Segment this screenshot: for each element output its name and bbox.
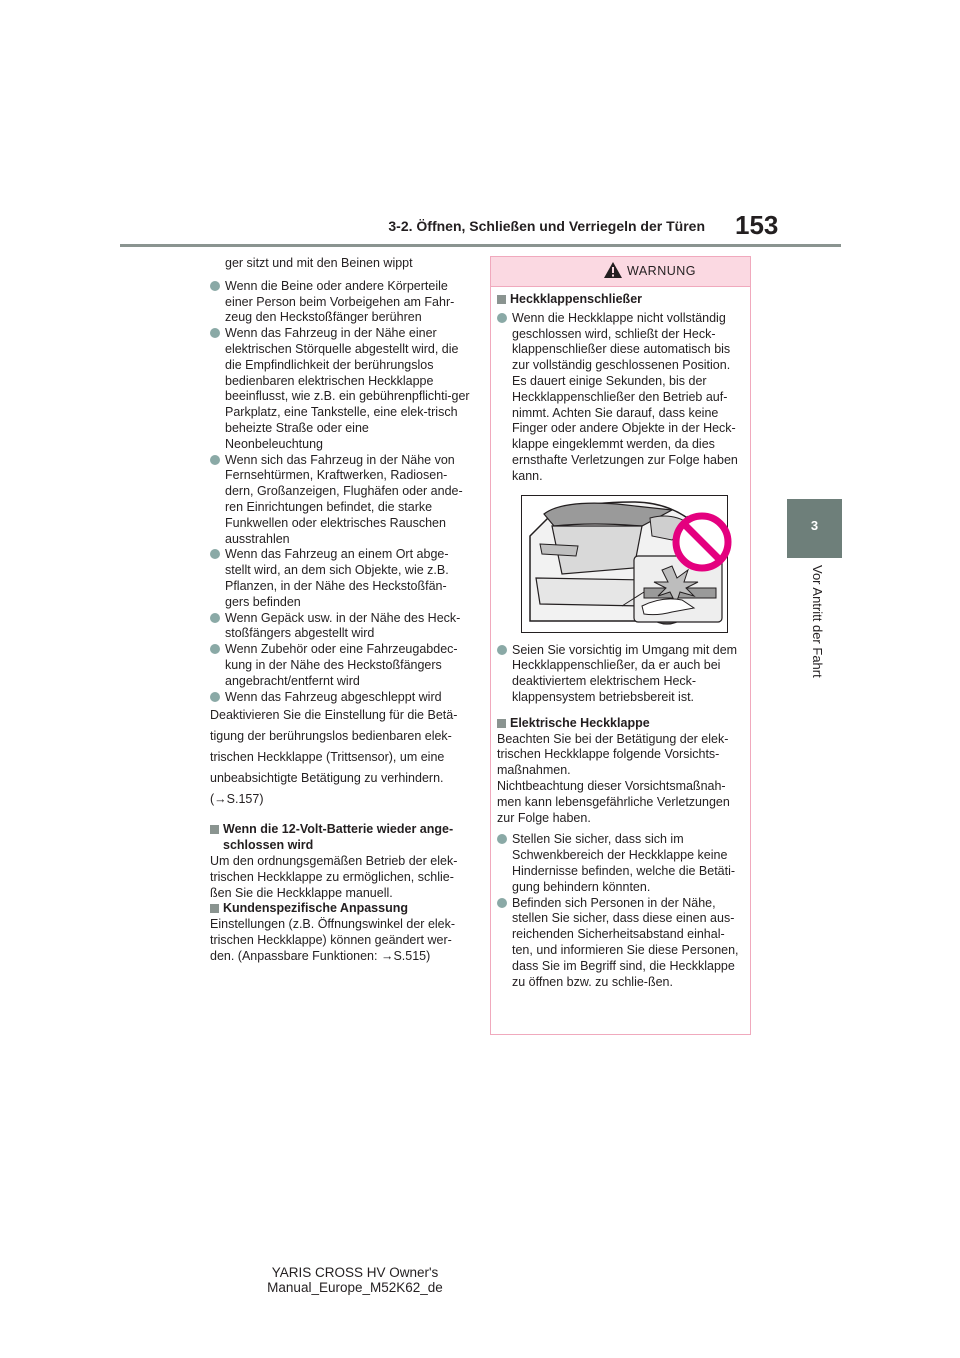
- list-item: Wenn die Heckklappe nicht vollständig geschlossen wird, schließt der Heck-klappenschließer diese automatisch bis zur vollständig geschlossenen Position. Es dauert einige Sekunden, bis der Heckklappenschließer den Betrieb auf-nimmt. Achten Sie darauf, dass keine Finger oder andere Objekte in der Heck-klappe eingeklemmt werden, da dies ernsthafte Verletzungen zur Folge haben kann.: [497, 311, 745, 485]
- deactivate-line: unbeabsichtigte Betätigung zu verhindern.: [210, 771, 444, 786]
- list-item: Wenn das Fahrzeug in der Nähe einer elektrischen Störquelle abgestellt wird, die die Empfindlichkeit der berührungslos bedienbaren elektrischen Heckklappe beeinflusst, wie z.B. ein gebührenpflichti-ger Parkplatz, eine Tankstelle, eine elek-trisch beheizte Straße oder eine Neonbeleuchtung: [210, 326, 470, 452]
- header-divider: [120, 244, 841, 247]
- list-item: Wenn sich das Fahrzeug in der Nähe von Fernsehtürmen, Kraftwerken, Radiosen-dern, Großanzeigen, Flughäfen oder ande-ren Einrichtungen befindet, die starke Funkwellen oder elektrisches Rauschen ausstrahlen: [210, 453, 470, 548]
- warning-box: [490, 256, 751, 1035]
- list-item: Wenn das Fahrzeug abgeschleppt wird: [210, 690, 470, 706]
- deactivate-line: Deaktivieren Sie die Einstellung für die Betä-: [210, 708, 458, 723]
- list-item: Stellen Sie sicher, dass sich im Schwenkbereich der Heckklappe keine Hindernisse befinden, welche die Betäti-gung behindern könnten.: [497, 832, 745, 895]
- power-heading: Elektrische Heckklappe: [497, 716, 745, 732]
- warning-triangle-icon: [603, 261, 623, 284]
- power-text-1: Beachten Sie bei der Betätigung der elek-trischen Heckklappe folgende Vorsichts-maßnahmen.: [497, 731, 729, 778]
- chapter-label: Vor Antritt der Fahrt: [810, 565, 825, 678]
- page-reference-link[interactable]: (→S.157): [210, 792, 264, 807]
- left-column: [210, 256, 470, 964]
- deactivate-line: trischen Heckklappe (Trittsensor), um eine: [210, 750, 445, 765]
- list-item: Wenn das Fahrzeug an einem Ort abge-stellt wird, an dem sich Objekte, wie z.B. Pflanzen, in der Nähe des Heckstoßfän-gers befinden: [210, 547, 470, 610]
- closer-heading: Heckklappenschließer: [497, 292, 745, 308]
- custom-text: Einstellungen (z.B. Öffnungswinkel der elek-trischen Heckklappe) können geändert wer-den. (Anpassbare Funktionen: →S.515): [210, 917, 456, 963]
- list-item: Seien Sie vorsichtig im Umgang mit dem Heckklappenschließer, da er auch bei deaktiviertem elektrischem Heck-klappensystem betriebsbereit ist.: [497, 643, 745, 706]
- warning-header: [491, 257, 750, 287]
- list-item: Wenn Zubehör oder eine Fahrzeugabdec-kung in der Nähe des Heckstoßfängers angebracht/entfernt wird: [210, 642, 470, 689]
- prohibition-icon: [671, 511, 733, 578]
- intro-text: ger sitzt und mit den Beinen wippt: [225, 256, 413, 270]
- warning-title: WARNUNG: [627, 264, 697, 278]
- battery-text: Um den ordnungsgemäßen Betrieb der elek-trischen Heckklappe zu ermöglichen, schlie-ßen Sie die Heckklappe manuell.: [210, 853, 458, 900]
- page-number: 153: [735, 210, 779, 240]
- battery-heading: Wenn die 12-Volt-Batterie wieder ange-schlossen wird: [210, 822, 470, 854]
- custom-heading: Kundenspezifische Anpassung: [210, 901, 470, 917]
- footer-text: YARIS CROSS HV Owner's Manual_Europe_M52K62_de: [267, 1265, 443, 1295]
- power-text-2: Nichtbeachtung dieser Vorsichtsmaßnah-men kann lebensgefährliche Verletzungen zur Folge haben.: [497, 778, 730, 825]
- list-item: Befinden sich Personen in der Nähe, stellen Sie sicher, dass diese einen aus-reichenden Sicherheitsabstand einhal-ten, und informieren Sie diese Personen, dass Sie im Begriff sind, die Heckklappe zu öffnen bzw. zu schlie-ßen.: [497, 896, 745, 991]
- list-item: Wenn Gepäck usw. in der Nähe des Heck-stoßfängers abgestellt wird: [210, 611, 470, 643]
- list-item: Wenn die Beine oder andere Körperteile einer Person beim Vorbeigehen am Fahr-zeug den Heckstoßfänger berühren: [210, 279, 470, 326]
- deactivate-line: tigung der berührungslos bedienbaren elek-: [210, 729, 452, 744]
- section-title: 3-2. Öffnen, Schließen und Verriegeln der Türen: [388, 218, 705, 234]
- chapter-tab: 3: [787, 499, 842, 558]
